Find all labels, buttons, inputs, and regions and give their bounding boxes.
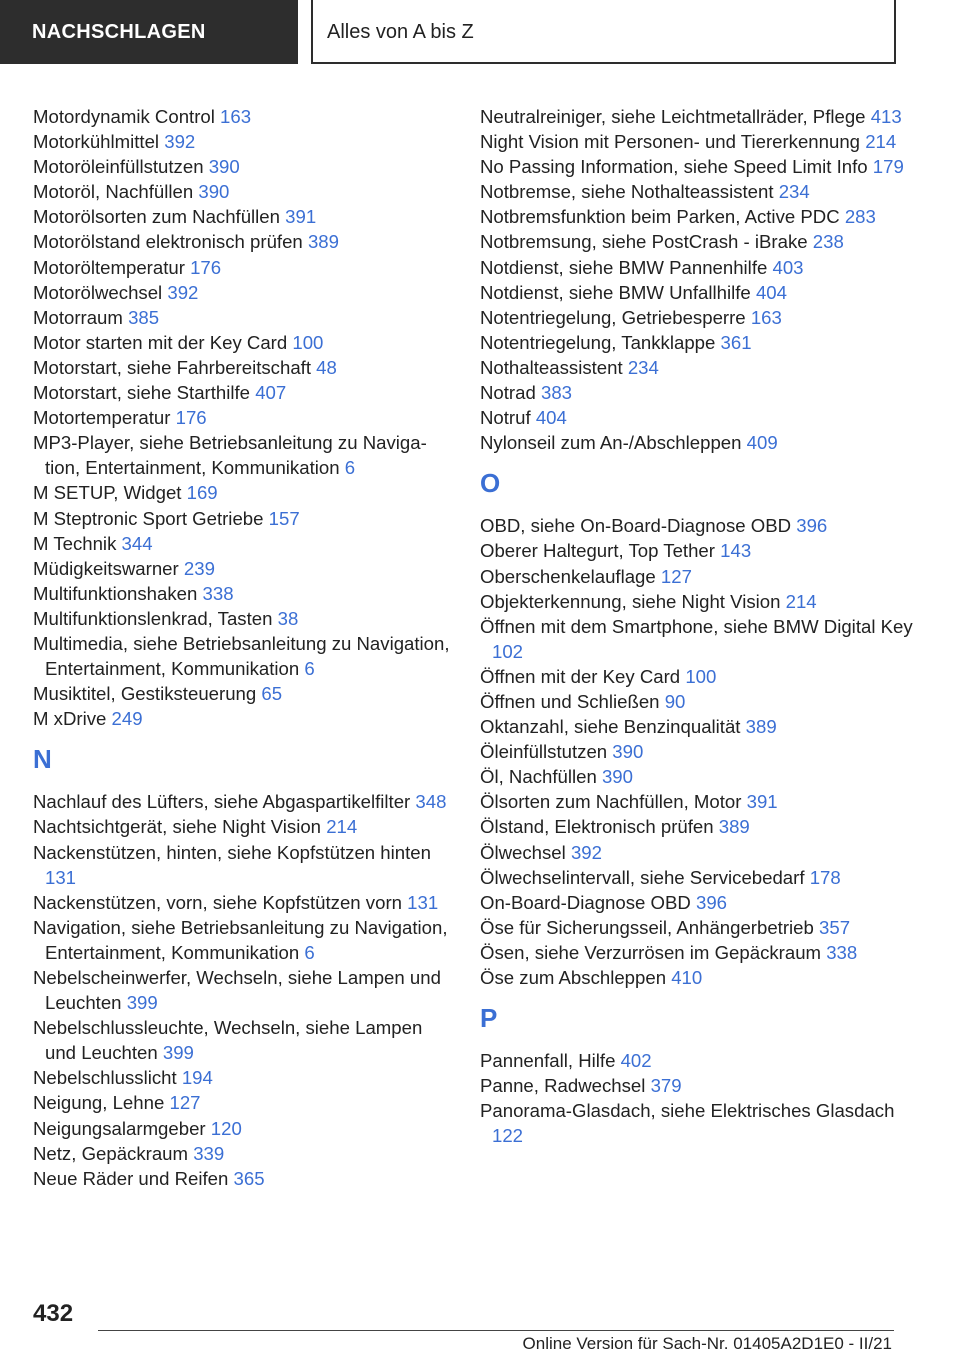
index-entry-text: Motorstart, siehe Fahrbereitschaft: [33, 356, 311, 378]
index-entry-text: Nebelschlussleuchte, Wechseln, siehe Lampen und Leuchten: [33, 1017, 423, 1064]
index-entry: [480, 664, 920, 689]
index-entry: [480, 179, 920, 204]
index-entry-text: Nebelschlusslicht: [33, 1067, 177, 1089]
page-link[interactable]: 65: [261, 683, 283, 705]
index-entry: [33, 840, 453, 890]
index-entry: [33, 965, 453, 1015]
index-entry: [33, 179, 453, 204]
index-entry-text: Öse für Sicherungsseil, Anhängerbetrieb: [480, 916, 814, 938]
index-entry-text: Neigung, Lehne: [33, 1092, 165, 1114]
page-link[interactable]: 127: [169, 1092, 201, 1114]
footer-divider: [98, 1330, 894, 1331]
index-entry: [33, 430, 453, 480]
page-link[interactable]: 392: [570, 841, 602, 863]
page-link[interactable]: 102: [492, 640, 524, 662]
page-link[interactable]: 348: [415, 791, 447, 813]
page-link[interactable]: 404: [535, 407, 567, 429]
index-entry-text: Ösen, siehe Verzurrösen im Gepäckraum: [480, 941, 822, 963]
index-entry-text: Panorama-Glasdach, siehe Elektrisches Glasdach: [480, 1100, 895, 1122]
index-entry-text: M Technik: [33, 532, 117, 554]
index-entry-text: Motortemperatur: [33, 407, 171, 429]
index-entry: [33, 706, 453, 731]
index-entry-text: Motordynamik Control: [33, 106, 215, 127]
page-link[interactable]: 389: [745, 716, 777, 738]
index-entry-text: Notbremsung, siehe PostCrash - iBrake: [480, 231, 808, 253]
index-entry: [480, 940, 920, 965]
index-entry: [480, 865, 920, 890]
page-link[interactable]: 385: [128, 306, 160, 328]
index-entry-text: Nackenstützen, hinten, siehe Kopfstützen hinten: [33, 841, 431, 863]
index-entry: [480, 1098, 920, 1148]
index-entry-text: Multifunktionslenkrad, Tasten: [33, 607, 273, 629]
index-entry-text: Nachtsichtgerät, siehe Night Vision: [33, 816, 322, 838]
index-entry: [33, 606, 453, 631]
page-link[interactable]: 249: [111, 708, 143, 730]
page-link[interactable]: 214: [785, 590, 817, 612]
index-entry-text: Ölstand, Elektronisch prüfen: [480, 816, 714, 838]
page-link[interactable]: 404: [755, 281, 787, 303]
page-link[interactable]: 283: [844, 206, 876, 228]
index-entry: [480, 1073, 920, 1098]
index-entry: [33, 1116, 453, 1141]
index-entry: [480, 589, 920, 614]
page-link[interactable]: 403: [772, 256, 804, 278]
page-link[interactable]: 214: [326, 816, 358, 838]
page-link[interactable]: 234: [778, 181, 810, 203]
index-entry-text: Navigation, siehe Betriebsanleitung zu Navigation, Entertainment, Kommunikation: [33, 916, 448, 963]
index-entry-text: Notrad: [480, 382, 536, 404]
page-link[interactable]: 339: [193, 1142, 225, 1164]
page-link[interactable]: 396: [696, 891, 728, 913]
index-entry-text: OBD, siehe On-Board-Diagnose OBD: [480, 515, 792, 537]
index-entry: [480, 840, 920, 865]
index-entry: [33, 631, 453, 681]
index-entry: [33, 789, 453, 814]
index-entry: [33, 581, 453, 606]
index-entry: [33, 355, 453, 380]
index-entry: [480, 305, 920, 330]
index-entry-text: Nothalteassistent: [480, 356, 623, 378]
index-entry-text: Panne, Radwechsel: [480, 1075, 646, 1097]
index-entry: [480, 614, 920, 664]
chapter-tab: Alles von A bis Z: [311, 0, 896, 64]
section-letter: O: [480, 468, 501, 499]
page-link[interactable]: 176: [190, 256, 222, 278]
page-link[interactable]: 390: [208, 156, 240, 178]
index-entry: [480, 789, 920, 814]
index-entry-text: Öffnen und Schließen: [480, 690, 660, 712]
index-entry-text: Motorstart, siehe Starthilfe: [33, 382, 251, 404]
page-link[interactable]: 357: [819, 916, 851, 938]
index-entry: [33, 1015, 453, 1065]
page-link[interactable]: 390: [601, 766, 633, 788]
index-entry: [33, 1166, 453, 1191]
page-link[interactable]: 157: [268, 507, 300, 529]
index-column-right: [480, 104, 920, 1148]
index-entry-text: Multimedia, siehe Betriebsanleitung zu Navigation, Entertainment, Kommunikation: [33, 632, 450, 680]
index-entry: [33, 556, 453, 581]
index-entry: [480, 814, 920, 839]
index-entry-text: Multifunktionshaken: [33, 582, 198, 604]
page-link[interactable]: 338: [202, 582, 234, 604]
index-entry: [33, 154, 453, 179]
page-header: [0, 0, 960, 68]
index-entry: [480, 280, 920, 305]
index-entry: [33, 890, 453, 915]
page-link[interactable]: 379: [650, 1075, 682, 1097]
index-entry: [33, 104, 453, 129]
index-entry-text: On-Board-Diagnose OBD: [480, 891, 691, 913]
index-entry: [33, 129, 453, 154]
page-link[interactable]: 214: [865, 131, 897, 153]
index-entry-text: Nackenstützen, vorn, siehe Kopfstützen vorn: [33, 891, 402, 913]
page-link[interactable]: 100: [292, 331, 324, 353]
page-link[interactable]: 38: [277, 607, 299, 629]
index-entry: [480, 764, 920, 789]
index-entry: [33, 280, 453, 305]
index-entry: [33, 681, 453, 706]
page-link[interactable]: 402: [620, 1050, 652, 1072]
index-entry-text: Motoröleinfüllstutzen: [33, 156, 204, 178]
index-entry: [480, 965, 920, 990]
page-link[interactable]: 194: [181, 1067, 213, 1089]
index-entry-text: Öse zum Abschleppen: [480, 967, 667, 988]
page-link[interactable]: 365: [233, 1167, 265, 1189]
page-link[interactable]: 361: [720, 331, 752, 353]
index-entry: [33, 814, 453, 839]
index-entry: [33, 1065, 453, 1090]
index-entry-text: Neigungsalarmgeber: [33, 1117, 206, 1139]
index-entry: [480, 513, 920, 538]
index-entry: [480, 154, 920, 179]
index-entry-text: Motorraum: [33, 306, 123, 328]
page-link[interactable]: 169: [186, 482, 218, 504]
index-entry-text: Ölwechsel: [480, 841, 566, 863]
index-entry-text: Motorkühlmittel: [33, 131, 160, 153]
page-link[interactable]: 389: [307, 231, 339, 253]
index-entry: [33, 405, 453, 430]
index-entry: [480, 104, 920, 129]
index-entry: [33, 204, 453, 229]
index-entry-text: Objekterkennung, siehe Night Vision: [480, 590, 781, 612]
page-number: 432: [33, 1300, 74, 1327]
index-entry-text: No Passing Information, siehe Speed Limit Info: [480, 156, 868, 178]
page-link[interactable]: 392: [164, 131, 196, 153]
index-entry-text: Nylonseil zum An-/Abschleppen: [480, 432, 742, 454]
index-entry: [480, 229, 920, 254]
page-link[interactable]: 122: [492, 1125, 524, 1147]
index-entry-text: Öffnen mit dem Smartphone, siehe BMW Digital Key: [480, 615, 913, 637]
index-entry: [480, 380, 920, 405]
page-link[interactable]: 127: [660, 565, 692, 587]
page-link[interactable]: 410: [671, 967, 703, 988]
page-link[interactable]: 392: [167, 281, 199, 303]
index-entry-text: Notentriegelung, Tankklappe: [480, 331, 716, 353]
index-entry-text: Nebelscheinwerfer, Wechseln, siehe Lampen und Leuchten: [33, 967, 441, 1014]
index-entry: [33, 1090, 453, 1115]
page-link[interactable]: 391: [746, 791, 778, 813]
page-link[interactable]: 409: [746, 432, 778, 454]
index-entry-text: Motorölsorten zum Nachfüllen: [33, 206, 280, 228]
index-entry: [480, 355, 920, 380]
page-link[interactable]: 143: [720, 540, 752, 562]
index-column-left: [33, 104, 453, 1191]
page-link[interactable]: 163: [750, 306, 782, 328]
page-link[interactable]: 344: [121, 532, 153, 554]
page-link[interactable]: 399: [162, 1042, 194, 1064]
index-entry: [33, 506, 453, 531]
index-entry-text: Notbremsfunktion beim Parken, Active PDC: [480, 206, 840, 228]
index-entry: [480, 405, 920, 430]
index-entry: [33, 1141, 453, 1166]
index-entry-text: Nachlauf des Lüfters, siehe Abgaspartikelfilter: [33, 791, 411, 813]
page-link[interactable]: 100: [685, 665, 717, 687]
index-entry: [33, 531, 453, 556]
index-entry-text: Motoröltemperatur: [33, 256, 185, 278]
index-entry-text: Musiktitel, Gestiksteuerung: [33, 683, 257, 705]
index-entry: [480, 915, 920, 940]
footer-text: Online Version für Sach-Nr. 01405A2D1E0 - II/21: [522, 1334, 892, 1353]
index-entry-text: Motorölstand elektronisch prüfen: [33, 231, 303, 253]
index-entry: [480, 564, 920, 589]
index-entry: [33, 480, 453, 505]
section-letter: P: [480, 1003, 498, 1034]
index-entry: [480, 129, 920, 154]
index-entry: [33, 305, 453, 330]
index-entry-text: Oberschenkelauflage: [480, 565, 656, 587]
index-entry-text: Motorölwechsel: [33, 281, 163, 303]
page-link[interactable]: 391: [285, 206, 317, 228]
section-letter: N: [33, 744, 52, 775]
index-entry-text: Ölsorten zum Nachfüllen, Motor: [480, 791, 742, 813]
index-entry-text: MP3-Player, siehe Betriebsanleitung zu Navigation, Entertainment, Kommunikation: [33, 432, 427, 479]
page-link[interactable]: 120: [210, 1117, 242, 1139]
index-entry: [33, 915, 453, 965]
index-entry-text: Notentriegelung, Getriebesperre: [480, 306, 746, 328]
page-link[interactable]: 176: [175, 407, 207, 429]
index-entry: [480, 890, 920, 915]
index-entry-text: M xDrive: [33, 708, 107, 730]
page-link[interactable]: 399: [126, 992, 158, 1014]
page-link[interactable]: 6: [304, 941, 315, 963]
index-entry: [480, 255, 920, 280]
index-entry: [480, 538, 920, 563]
page-link[interactable]: 6: [344, 457, 356, 479]
index-entry: [33, 255, 453, 280]
index-entry: [480, 689, 920, 714]
index-entry-text: Pannenfall, Hilfe: [480, 1050, 616, 1072]
page-link[interactable]: 338: [826, 941, 858, 963]
index-entry-text: M Steptronic Sport Getriebe: [33, 507, 264, 529]
page-link[interactable]: 178: [809, 866, 841, 888]
index-entry-text: Notdienst, siehe BMW Pannenhilfe: [480, 256, 768, 278]
index-entry-text: Night Vision mit Personen- und Tiererkennung: [480, 131, 861, 153]
index-entry: [33, 229, 453, 254]
index-entry: [33, 330, 453, 355]
index-entry: [480, 714, 920, 739]
index-entry: [480, 739, 920, 764]
page-link[interactable]: 407: [255, 382, 287, 404]
index-entry-text: Neue Räder und Reifen: [33, 1167, 229, 1189]
page-link[interactable]: 396: [796, 515, 828, 537]
page-link[interactable]: 389: [718, 816, 750, 838]
page-link[interactable]: 390: [612, 741, 644, 763]
index-entry-text: M SETUP, Widget: [33, 482, 182, 504]
page-link[interactable]: 383: [540, 382, 573, 404]
index-entry-text: Motor starten mit der Key Card: [33, 331, 288, 353]
index-entry-text: Oberer Haltegurt, Top Tether: [480, 540, 715, 562]
index-entry: [480, 430, 920, 455]
index-entry-text: Ölwechselintervall, siehe Servicebedarf: [480, 866, 805, 888]
page-link[interactable]: 413: [870, 106, 902, 127]
page-link[interactable]: 234: [627, 356, 659, 378]
page-link[interactable]: 48: [316, 356, 337, 378]
page-link[interactable]: 131: [407, 891, 439, 913]
index-entry-text: Netz, Gepäckraum: [33, 1142, 189, 1164]
index-entry-text: Neutralreiniger, siehe Leichtmetallräder, Pflege: [480, 106, 866, 127]
page-link[interactable]: 238: [812, 231, 844, 253]
index-entry: [480, 204, 920, 229]
page-link[interactable]: 131: [45, 866, 77, 888]
page-link[interactable]: 90: [664, 690, 686, 712]
index-entry-text: Motoröl, Nachfüllen: [33, 181, 194, 203]
index-entry-text: Notbremse, siehe Nothalteassistent: [480, 181, 774, 203]
index-entry-text: Öl, Nachfüllen: [480, 766, 597, 788]
index-entry-text: Notruf: [480, 407, 531, 429]
index-entry: [33, 380, 453, 405]
page-link[interactable]: 179: [872, 156, 904, 178]
index-entry-text: Müdigkeitswarner: [33, 557, 179, 579]
page-link[interactable]: 390: [198, 181, 230, 203]
section-tab: NACHSCHLAGEN: [0, 0, 298, 64]
index-entry: [480, 330, 920, 355]
index-entry: [480, 1048, 920, 1073]
page-link[interactable]: 6: [304, 658, 315, 680]
index-entry-text: Öleinfüllstutzen: [480, 741, 608, 763]
page-link[interactable]: 163: [220, 106, 252, 127]
index-entry-text: Öffnen mit der Key Card: [480, 665, 681, 687]
index-entry-text: Oktanzahl, siehe Benzinqualität: [480, 716, 741, 738]
index-entry-text: Notdienst, siehe BMW Unfallhilfe: [480, 281, 751, 303]
page-link[interactable]: 239: [183, 557, 215, 579]
